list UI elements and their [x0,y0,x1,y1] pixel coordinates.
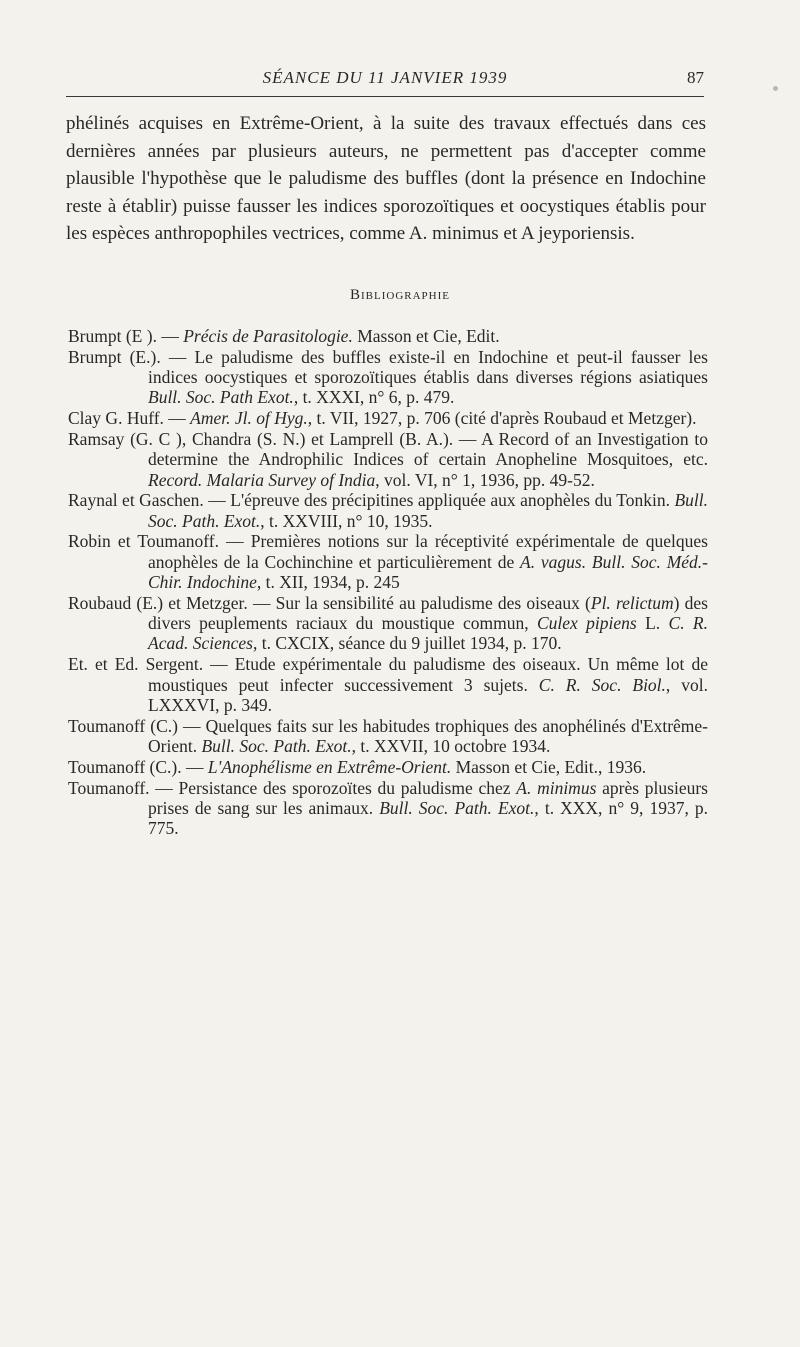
bibliography-entry: Robin et Toumanoff. — Premières notions sur la réceptivité expérimentale de quelques anophèles de la Cochinchine et particulièrement de A. vagus. Bull. Soc. Méd.-Chir. Indochine, t. XII, 1934, p. 245 [68,531,708,593]
bibliography-entry: Toumanoff. — Persistance des sporozoïtes du paludisme chez A. minimus après plusieurs prises de sang sur les animaux. Bull. Soc. Path. Exot., t. XXX, n° 9, 1937, p. 775. [68,777,709,839]
intro-paragraph: phélinés acquises en Extrême-Orient, à la suite des travaux effectués dans ces dernières années par plusieurs auteurs, ne permettent pas d'accepter comme plausible l'hypothèse que le paludisme des buffles (dont la présence en Indochine reste à établir) puisse fausser les indices sporozoïtiques et oocystiques établis pour les espèces anthropophiles vectrices, comme A. minimus et A jeyporiensis. [66,113,706,244]
bibliography-list [68,326,708,839]
running-head: SÉANCE DU 11 JANVIER 1939 [262,68,508,87]
bibliography-entry: Brumpt (E.). — Le paludisme des buffles existe-il en Indochine et peut-il fausser les indices oocystiques et sporozoïtiques établis dans diverses régions asiatiques Bull. Soc. Path Exot., t. XXXI, n° 6, p. 479. [68,346,708,408]
bibliography-entry: Raynal et Gaschen. — L'épreuve des précipitines appliquée aux anophèles du Tonkin. Bull. Soc. Path. Exot., t. XXVIII, n° 10, 1935. [68,490,708,531]
page-header [66,62,704,97]
page-number: 87 [687,68,704,87]
bibliography-entry: Ramsay (G. C ), Chandra (S. N.) et Lamprell (B. A.). — A Record of an Investigation to determine the Androphilic Indices of certain Anopheline Mosquitoes, etc. Record. Malaria Survey of India, vol. VI, n° 1, 1936, pp. 49-52. [68,428,708,490]
bibliography-entry: Et. et Ed. Sergent. — Etude expérimentale du paludisme des oiseaux. Un même lot de moustiques peut infecter successivement 3 sujets. C. R. Soc. Biol., vol. LXXXVI, p. 349. [68,654,708,715]
bibliography-entry: Brumpt (E ). — Précis de Parasitologie. Masson et Cie, Edit. [68,326,500,346]
bibliography-entry: Toumanoff (C.) — Quelques faits sur les habitudes trophiques des anophélinés d'Extrême-Orient. Bull. Soc. Path. Exot., t. XXVII, 10 octobre 1934. [68,715,708,756]
bibliography-entry: Toumanoff (C.). — L'Anophélisme en Extrême-Orient. Masson et Cie, Edit., 1936. [68,756,647,777]
bibliography-title: Bibliographie [350,287,450,303]
bibliography-entry: Clay G. Huff. — Amer. Jl. of Hyg., t. VII, 1927, p. 706 (cité d'après Roubaud et Metzger). [68,408,697,429]
paper-speck [773,86,778,91]
bibliography-entry: Roubaud (E.) et Metzger. — Sur la sensibilité au paludisme des oiseaux (Pl. relictum) des divers peuplements raciaux du moustique commun, Culex pipiens L. C. R. Acad. Sciences, t. CXCIX, séance du 9 juillet 1934, p. 170. [68,592,708,654]
